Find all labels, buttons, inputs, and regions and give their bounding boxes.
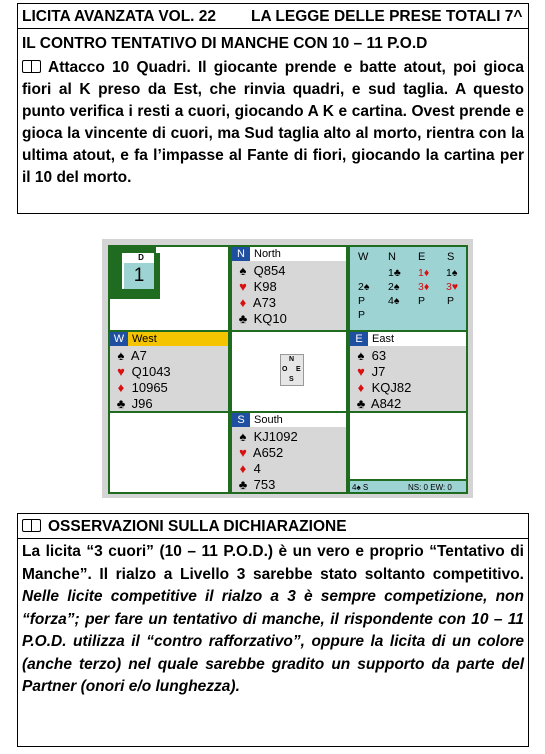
seat-tag-north: N <box>232 247 250 261</box>
series-title: LICITA AVANZATA VOL. 22 <box>22 8 217 25</box>
bid: P <box>358 309 366 321</box>
seat-tag-south: S <box>232 413 250 427</box>
dealer-bar <box>110 247 122 299</box>
bid-header-e: E <box>418 251 426 263</box>
heart-icon: ♥ <box>239 445 247 460</box>
table-center <box>230 330 348 413</box>
score-label: NS: 0 EW: 0 <box>408 483 452 492</box>
bid: 4♠ <box>388 295 400 307</box>
diamond-icon: ♦ <box>357 380 365 395</box>
north-diamonds: A73 <box>252 295 277 310</box>
compass-icon: N O E S <box>280 354 304 386</box>
west-clubs: J96 <box>131 396 153 411</box>
heart-icon: ♥ <box>117 364 125 379</box>
book-icon <box>22 518 42 532</box>
bid: 1♦ <box>418 267 430 279</box>
spade-icon: ♠ <box>239 429 247 444</box>
observations-text: La licita “3 cuori” (10 – 11 P.O.D.) è un vero e proprio “Tentativo di Manche”. Il rialzo a Livello 3 sarebbe stato soltanto competitivo. <box>22 543 524 583</box>
diamond-icon: ♦ <box>239 295 247 310</box>
bidding-box <box>348 245 468 332</box>
bid: 3♦ <box>418 281 430 293</box>
bid: P <box>418 295 426 307</box>
contract-label: 4♠ S <box>352 483 369 492</box>
result-footer <box>348 479 468 494</box>
seat-tag-west: W <box>110 332 128 346</box>
empty-cell <box>348 411 468 481</box>
dealer-label: D <box>138 253 144 262</box>
spade-icon: ♠ <box>239 263 247 278</box>
bid-header-w: W <box>358 251 369 263</box>
observations-title: OSSERVAZIONI SULLA DICHIARAZIONE <box>48 518 347 535</box>
hand-south <box>230 411 348 494</box>
south-spades: KJ1092 <box>253 429 298 444</box>
diamond-icon: ♦ <box>239 461 247 476</box>
bid-header-s: S <box>447 251 455 263</box>
club-icon: ♣ <box>238 311 248 326</box>
east-diamonds: KQJ82 <box>371 380 412 395</box>
west-diamonds: 10965 <box>131 380 168 395</box>
topic-title: LA LEGGE DELLE PRESE TOTALI 7^ <box>251 8 523 25</box>
diamond-icon: ♦ <box>117 380 125 395</box>
lesson-description: Attacco 10 Quadri. Il giocante prende e batte atout, poi gioca fiori al K preso da Est, che rinvia quadri, e sud taglia. A questo punto verifica i resti a cuori, giocando A K e cartina. Ovest prende e gioca la vincente di cuori, ma Sud taglia alto al morto, rientra con la ultima atout, e fa l’impasse al Fante di fiori, giocando la cartina per il 10 del morto. <box>22 59 524 186</box>
bid: P <box>358 295 366 307</box>
bid: 1♠ <box>446 267 458 279</box>
south-diamonds: 4 <box>253 461 261 476</box>
observations-body <box>17 539 529 747</box>
east-hearts: J7 <box>371 364 386 379</box>
hand-west <box>108 330 230 413</box>
dealer-cell <box>108 245 230 332</box>
bid: 2♠ <box>358 281 370 293</box>
board-number: 1 <box>124 263 154 289</box>
club-icon: ♣ <box>238 477 248 492</box>
seat-name-south: South <box>250 413 346 427</box>
observations-header <box>17 513 529 539</box>
empty-cell <box>108 411 230 494</box>
heart-icon: ♥ <box>357 364 365 379</box>
seat-name-west: West <box>128 332 228 346</box>
lesson-intro <box>17 29 529 214</box>
hand-east <box>348 330 468 413</box>
lesson-header <box>17 3 529 29</box>
bid: 1♣ <box>388 267 401 279</box>
bridge-diagram <box>102 239 473 498</box>
south-hearts: A652 <box>252 445 284 460</box>
south-clubs: 753 <box>253 477 276 492</box>
lesson-subtitle: IL CONTRO TENTATIVO DI MANCHE CON 10 – 11 P.O.D <box>22 35 428 52</box>
dealer-bar <box>122 289 154 299</box>
north-spades: Q854 <box>253 263 286 278</box>
bid: 3♥ <box>446 281 459 293</box>
bid-header-n: N <box>388 251 396 263</box>
seat-tag-east: E <box>350 332 368 346</box>
dealer-bar <box>154 253 160 299</box>
book-icon <box>22 59 42 73</box>
spade-icon: ♠ <box>117 348 125 363</box>
seat-name-east: East <box>368 332 466 346</box>
west-hearts: Q1043 <box>131 364 171 379</box>
club-icon: ♣ <box>356 396 366 411</box>
bid: P <box>447 295 455 307</box>
heart-icon: ♥ <box>239 279 247 294</box>
club-icon: ♣ <box>116 396 126 411</box>
hand-north <box>230 245 348 332</box>
north-hearts: K98 <box>253 279 277 294</box>
observations-text-italic: Nelle licite competitive il rialzo a 3 è sempre competizione, non “forza”; per fare un tentativo di manche, il rispondente con 10 – 11 P.O.D. utilizza il “contro rafforzativo”, oppure la licita di un colore (anche terzo) nel quale sarebbe gradito un supporto da parte del Partner (onori e/o lunghezza). <box>22 588 524 695</box>
east-spades: 63 <box>371 348 387 363</box>
west-spades: A7 <box>130 348 147 363</box>
east-clubs: A842 <box>370 396 402 411</box>
north-clubs: KQ10 <box>253 311 287 326</box>
bid: 2♠ <box>388 281 400 293</box>
seat-name-north: North <box>250 247 346 261</box>
spade-icon: ♠ <box>357 348 365 363</box>
